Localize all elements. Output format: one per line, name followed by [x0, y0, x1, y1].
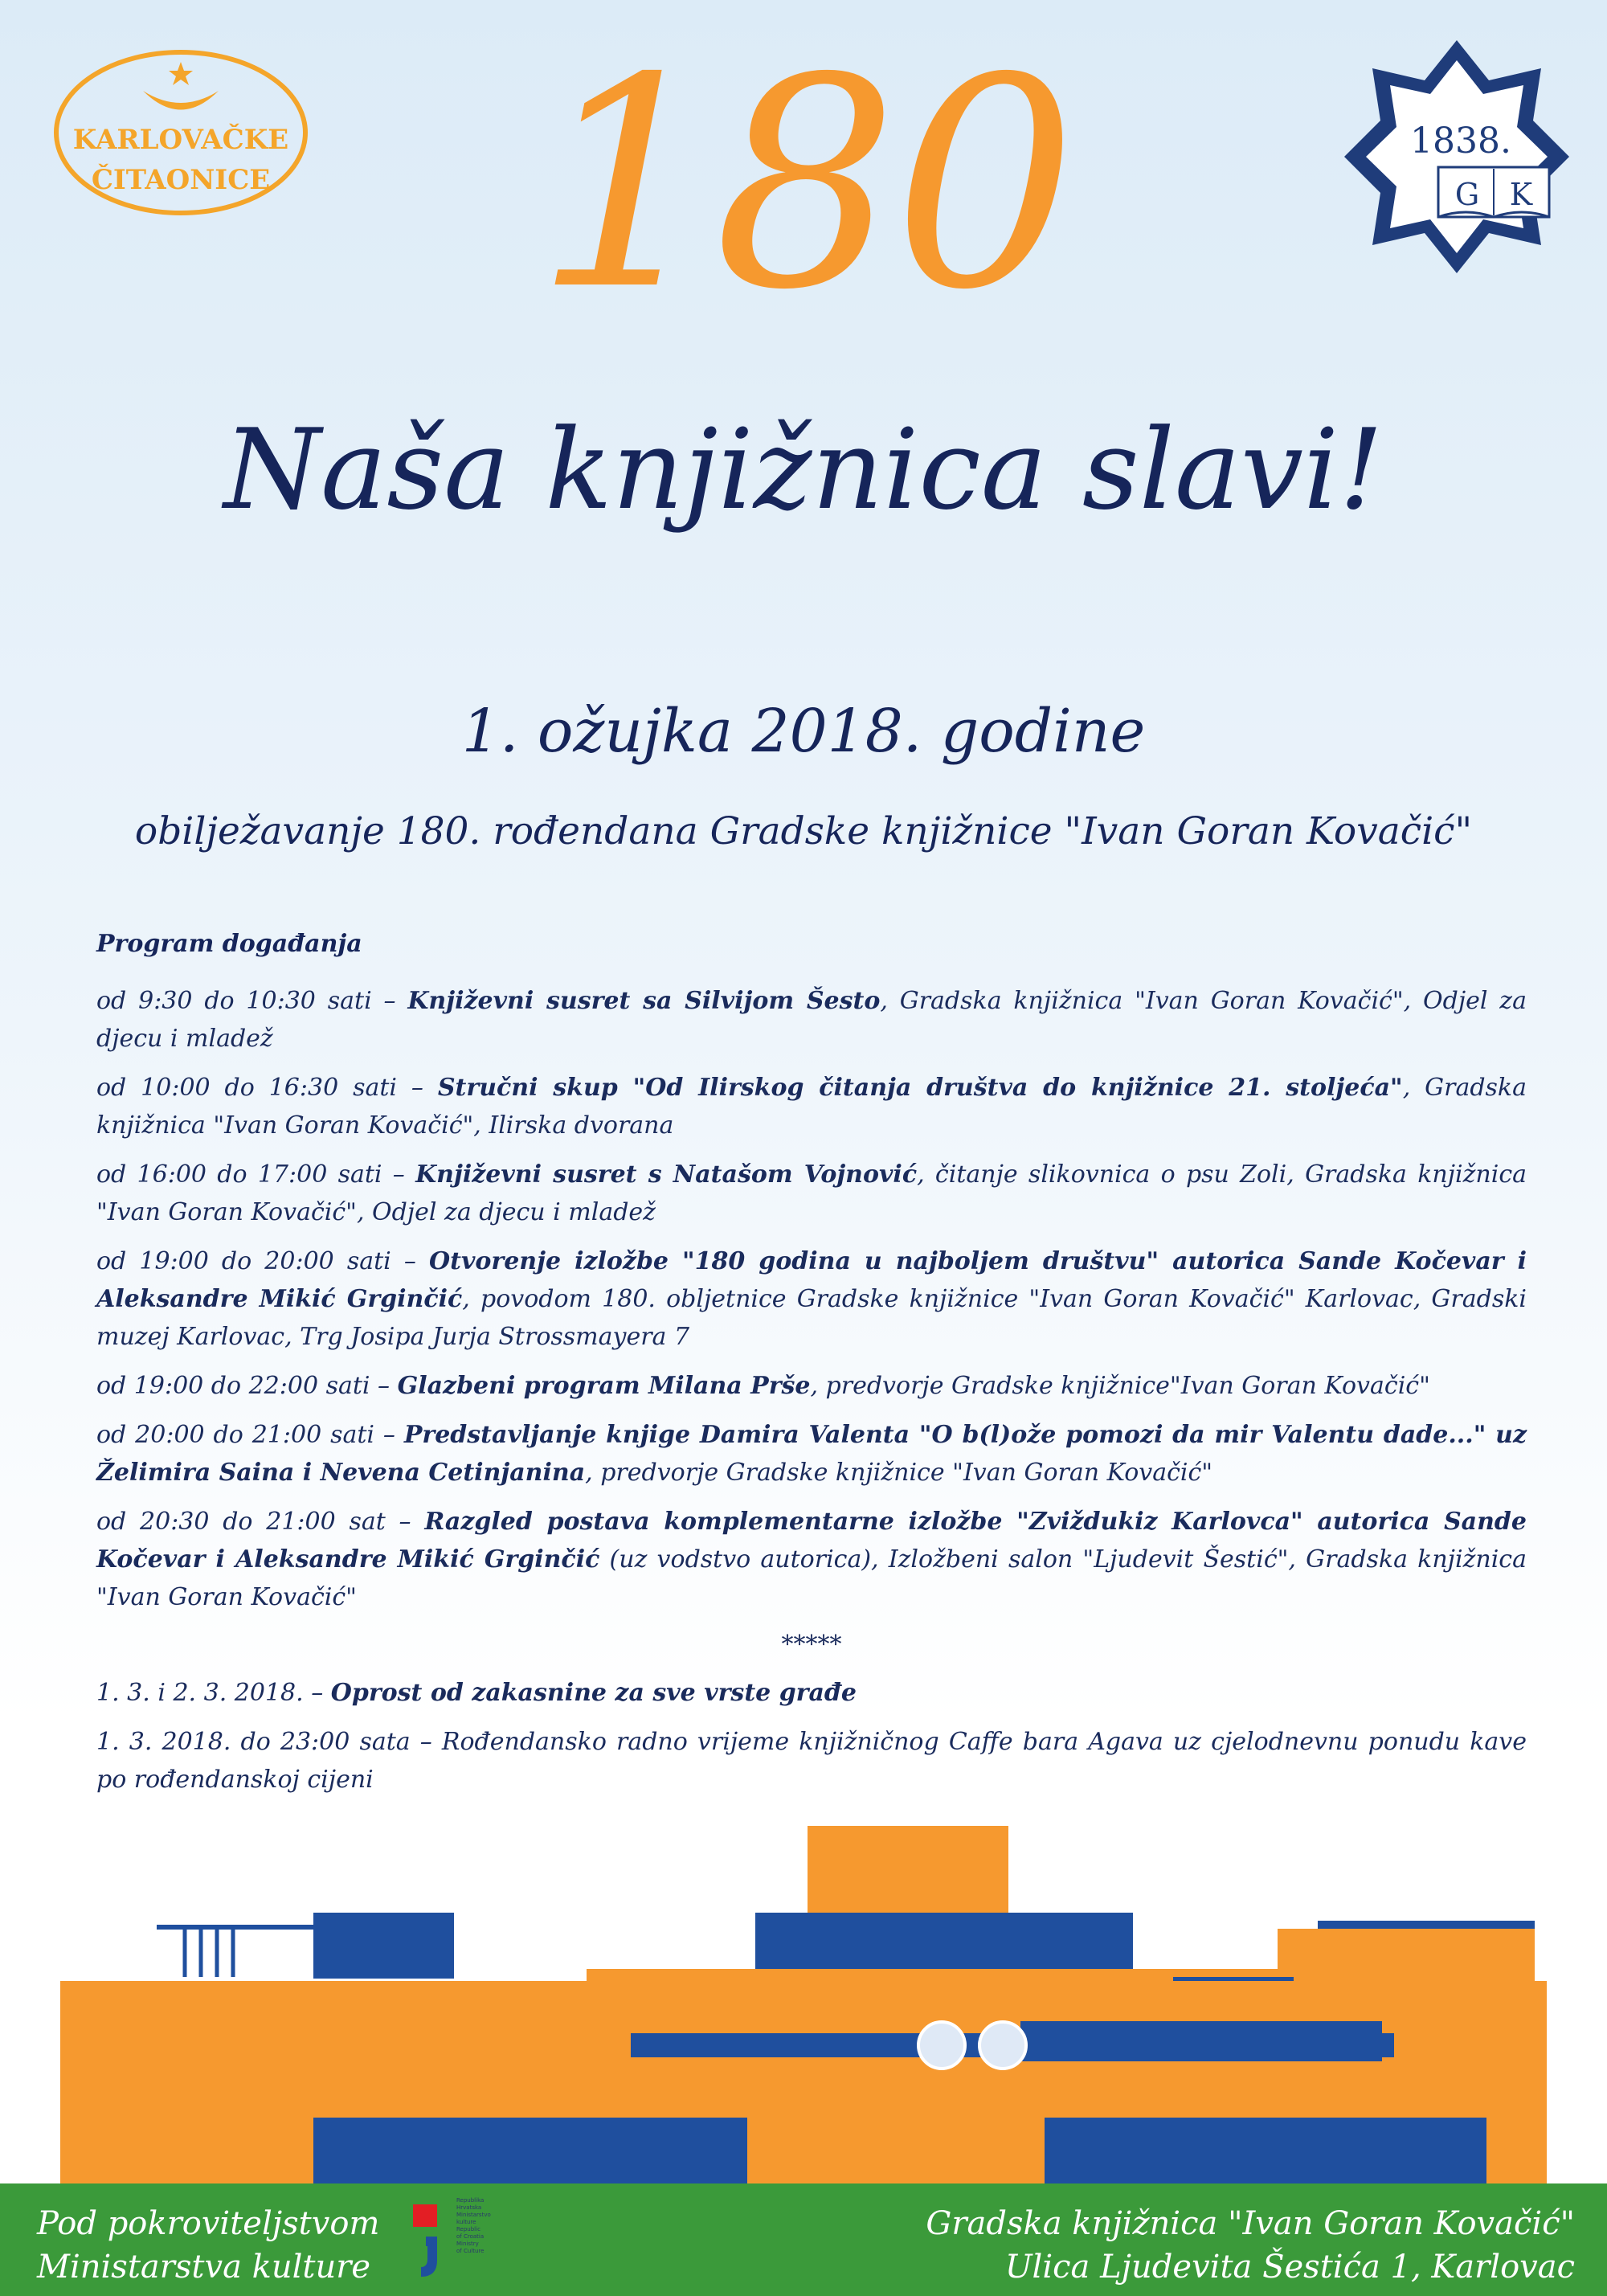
event-time: od 10:00 do 16:30 sati –: [96, 1074, 438, 1102]
stamp-line1: KARLOVAČKE: [72, 124, 289, 156]
event-time: 1. 3. i 2. 3. 2018. –: [96, 1679, 331, 1707]
library-name: Gradska knjižnica "Ivan Goran Kovačić": [926, 2205, 1575, 2242]
event-details: (uz vodstvo autorica), Izložbeni salon "Ljudevit Šestić", Gradska knjižnica "Ivan Goran Kovačić": [96, 1545, 1527, 1611]
program-event: [96, 1367, 1527, 1405]
event-details: , predvorje Gradske knjižnice "Ivan Goran Kovačić": [585, 1459, 1213, 1487]
event-subtitle: obilježavanje 180. rođendana Gradske knjižnice "Ivan Goran Kovačić": [134, 809, 1473, 853]
event-details: , Gradska knjižnica "Ivan Goran Kovačić", Odjel za djecu i mladež: [96, 987, 1527, 1053]
ministry-text-line: Ministry: [456, 2241, 479, 2247]
event-title: Glazbeni program Milana Prše: [397, 1372, 811, 1400]
event-details: , čitanje slikovnica o psu Zoli, Gradska knjižnica "Ivan Goran Kovačić", Odjel za djecu i mladež: [96, 1160, 1527, 1226]
stamp-line2: ČITAONICE: [91, 164, 271, 196]
event-details: , Gradska knjižnica "Ivan Goran Kovačić", Ilirska dvorana: [96, 1074, 1527, 1140]
section-separator: *****: [781, 1631, 842, 1659]
event-date: 1. ožujka 2018. godine: [461, 697, 1146, 766]
program-extra: [96, 1723, 1527, 1799]
event-time: od 20:00 do 21:00 sati –: [96, 1421, 404, 1449]
ministry-text-line: Republic: [456, 2226, 480, 2233]
patronage-line2: Ministarstva kulture: [37, 2249, 371, 2286]
program-event: [96, 1503, 1527, 1616]
event-details: , povodom 180. obljetnice Gradske knjižnice "Ivan Goran Kovačić" Karlovac, Gradski muzej Karlovac, Trg Josipa Jurja Strossmayera 7: [96, 1285, 1527, 1351]
event-time: 1. 3. 2018. do 23:00 sata –: [96, 1728, 442, 1756]
emblem-letter-g: G: [1454, 177, 1480, 212]
program-extra: [96, 1674, 1527, 1712]
rooftop-railing: [157, 1927, 317, 1977]
event-time: od 20:30 do 21:00 sat –: [96, 1508, 425, 1536]
anniversary-number: 180: [534, 16, 1073, 353]
event-title: Otvorenje izložbe "180 godina u najboljem društvu" autorica Sande Kočevar i Aleksandre Mikić Grginčić: [96, 1247, 1527, 1313]
program-event: [96, 1069, 1527, 1144]
emblem-year: 1838.: [1410, 121, 1511, 162]
ministry-text-line: Hrvatska: [456, 2204, 482, 2211]
ministry-text-line: of Culture: [456, 2248, 485, 2254]
ministry-text-line: of Croatia: [456, 2233, 485, 2240]
program-section: [96, 924, 1527, 1810]
event-details: , predvorje Gradske knjižnice"Ivan Goran Kovačić": [810, 1372, 1430, 1400]
event-title: Razgled postava komplementarne izložbe "Zviždukiz Karlovca" autorica Sande Kočevar i Aleksandre Mikić Grginčić: [96, 1508, 1527, 1574]
program-event: [96, 982, 1527, 1058]
ministry-text-line: kulture: [456, 2219, 476, 2225]
program-event: [96, 1242, 1527, 1356]
program-event: [96, 1156, 1527, 1231]
event-time: od 16:00 do 17:00 sati –: [96, 1160, 416, 1189]
event-title: Oprost od zakasnine za sve vrste građe: [330, 1679, 857, 1707]
library-address: [884, 2202, 1575, 2289]
event-title: Književni susret sa Silvijom Šesto: [407, 987, 881, 1015]
library-street: Ulica Ljudevita Šestića 1, Karlovac: [1004, 2249, 1575, 2286]
ministry-text-line: Ministarstvo: [456, 2212, 491, 2218]
program-heading: Program događanja: [96, 930, 362, 958]
page-title: Naša knjižnica slavi!: [223, 405, 1384, 534]
patronage-text: [37, 2202, 391, 2289]
program-event: [96, 1416, 1527, 1492]
event-time: od 19:00 do 22:00 sati –: [96, 1372, 398, 1400]
event-time: od 9:30 do 10:30 sati –: [96, 987, 408, 1015]
library-building-illustration: [0, 1816, 1607, 2186]
ministry-text-line: Republika: [456, 2197, 485, 2204]
event-title: Stručni skup "Od Ilirskog čitanja društva do knjižnice 21. stoljeća": [437, 1074, 1403, 1102]
event-details: Rođendansko radno vrijeme knjižničnog Caffe bara Agava uz cjelodnevnu ponudu kave po rođendanskoj cijeni: [96, 1728, 1527, 1794]
event-time: od 19:00 do 20:00 sati –: [96, 1247, 429, 1275]
ministry-logo-text: [456, 2197, 513, 2255]
emblem-letter-k: K: [1509, 177, 1533, 212]
event-title: Predstavljanje knjige Damira Valenta "O b(l)ože pomozi da mir Valentu dade..." uz Želimira Saina i Nevena Cetinjanina: [96, 1421, 1527, 1487]
event-title: Književni susret s Natašom Vojnović: [415, 1160, 918, 1189]
patronage-line1: Pod pokroviteljstvom: [37, 2205, 380, 2242]
